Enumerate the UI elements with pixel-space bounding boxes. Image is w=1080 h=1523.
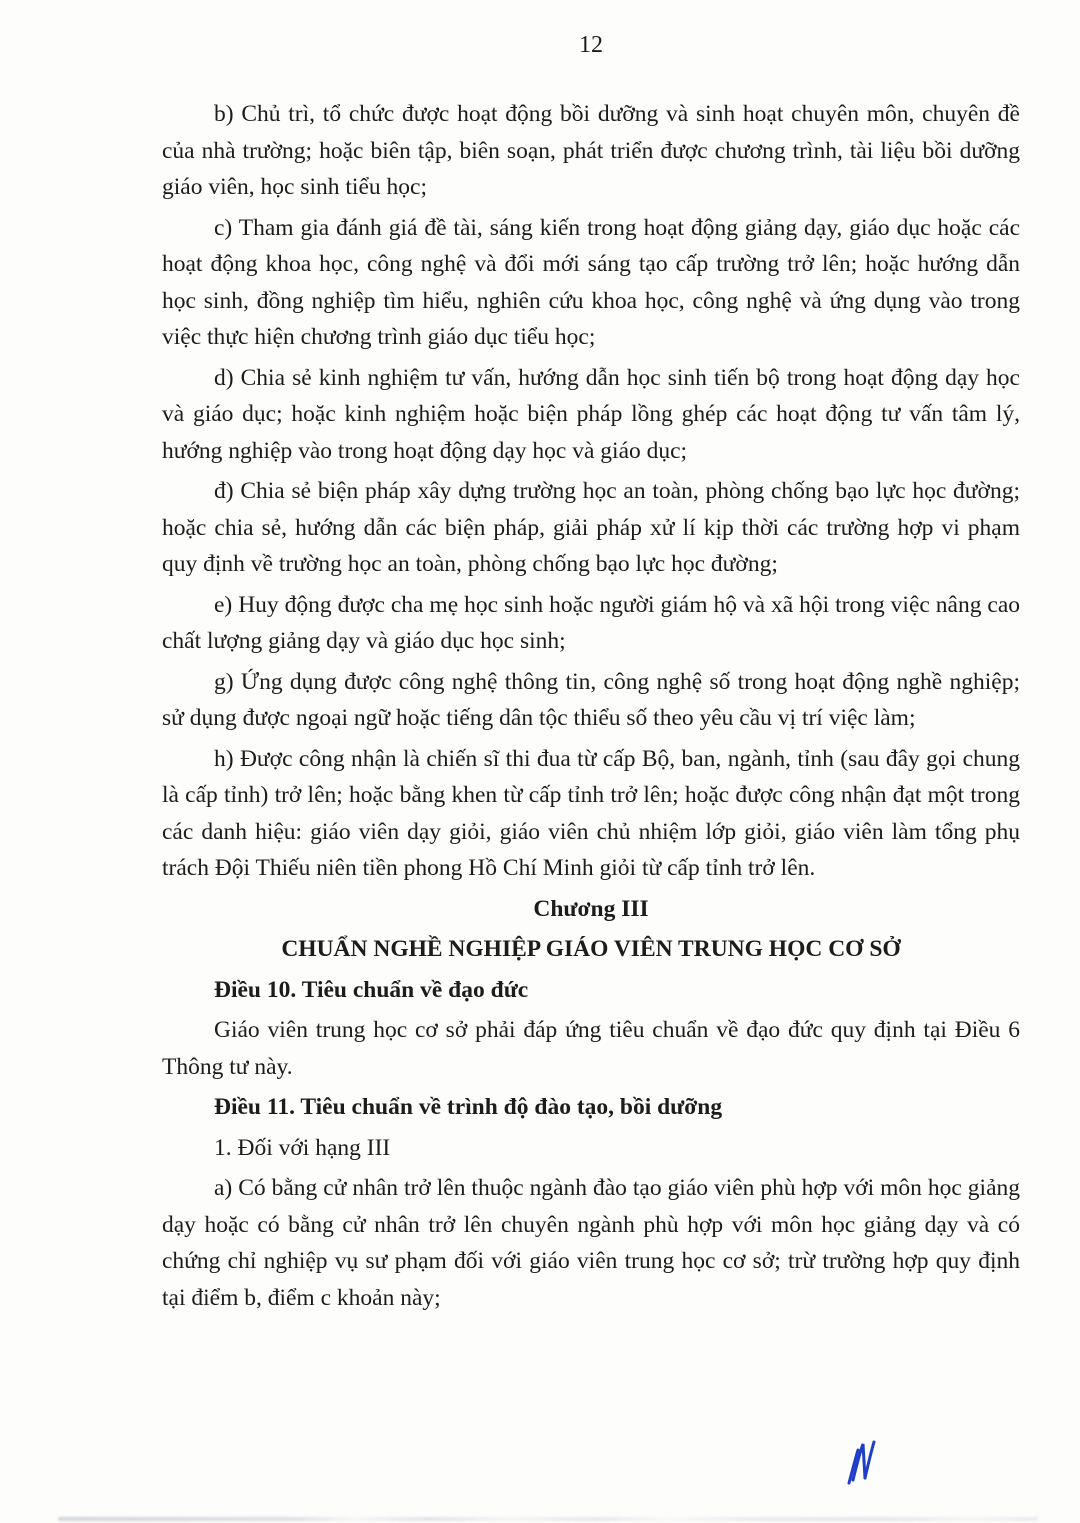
paragraph-point-d: d) Chia sẻ kinh nghiệm tư vấn, hướng dẫn học sinh tiến bộ trong hoạt động dạy học và giáo dục; hoặc kinh nghiệm hoặc biện pháp lồng ghép các hoạt động tư vấn tâm lý, hướng nghiệp vào trong hoạt động dạy học và giáo dục; [162,364,1020,464]
pen-initial-signature [840,1438,880,1490]
paragraph-point-g: g) Ứng dụng được công nghệ thông tin, công nghệ số trong hoạt động nghề nghiệp; sử dụng được ngoại ngữ hoặc tiếng dân tộc thiểu số theo yêu cầu vị trí việc làm; [162,668,1020,731]
paragraph-point-dd: đ) Chia sẻ biện pháp xây dựng trường học an toàn, phòng chống bạo lực học đường; hoặc chia sẻ, hướng dẫn các biện pháp, giải pháp xử lí kịp thời các trường hợp vi phạm quy định về trường học an toàn, phòng chống bạo lực học đường; [162,478,1020,577]
paragraph-point-b: b) Chủ trì, tổ chức được hoạt động bồi dưỡng và sinh hoạt chuyên môn, chuyên đề của nhà trường; hoặc biên tập, biên soạn, phát triển được chương trình, tài liệu bồi dưỡng giáo viên, học sinh tiểu học; [162,101,1020,200]
chapter-title: CHUẨN NGHỀ NGHIỆP GIÁO VIÊN TRUNG HỌC CƠ SỞ [281,936,901,962]
article-10-body: Giáo viên trung học cơ sở phải đáp ứng tiêu chuẩn về đạo đức quy định tại Điều 6 Thông tư này. [162,1017,1020,1080]
article-11-heading: Điều 11. Tiêu chuẩn về trình độ đào tạo, bồi dưỡng [214,1094,723,1120]
paragraph-point-c: c) Tham gia đánh giá đề tài, sáng kiến trong hoạt động giảng dạy, giáo dục hoặc các hoạt động khoa học, công nghệ và đổi mới sáng tạo cấp trường trở lên; hoặc hướng dẫn học sinh, đồng nghiệp tìm hiểu, nghiên cứu khoa học, công nghệ và ứng dụng vào trong việc thực hiện chương trình giáo dục tiểu học; [162,214,1020,350]
paragraph-point-a: a) Có bằng cử nhân trở lên thuộc ngành đào tạo giáo viên phù hợp với môn học giảng dạy hoặc có bằng cử nhân trở lên chuyên ngành phù hợp với môn học giảng dạy và có chứng chỉ nghiệp vụ sư phạm đối với giáo viên trung học cơ sở; trừ trường hợp quy định tại điểm b, điểm c khoản này; [162,1175,1020,1311]
document-body [162,96,1020,1320]
clause-1-item: 1. Đối với hạng III [214,1134,391,1161]
article-10-heading: Điều 10. Tiêu chuẩn về đạo đức [214,976,529,1003]
scan-edge-artifact [58,1517,1038,1521]
chapter-heading: Chương III [533,895,649,922]
paragraph-point-e: e) Huy động được cha mẹ học sinh hoặc người giám hộ và xã hội trong việc nâng cao chất lượng giảng dạy và giáo dục học sinh; [162,591,1020,654]
paragraph-point-h: h) Được công nhận là chiến sĩ thi đua từ cấp Bộ, ban, ngành, tỉnh (sau đây gọi chung là cấp tỉnh) trở lên; hoặc bằng khen từ cấp tỉnh trở lên; hoặc được công nhận đạt một trong các danh hiệu: giáo viên dạy giỏi, giáo viên chủ nhiệm lớp giỏi, giáo viên làm tổng phụ trách Đội Thiếu niên tiền phong Hồ Chí Minh giỏi từ cấp tỉnh trở lên. [162,745,1020,881]
page-number: 12 [579,32,603,58]
